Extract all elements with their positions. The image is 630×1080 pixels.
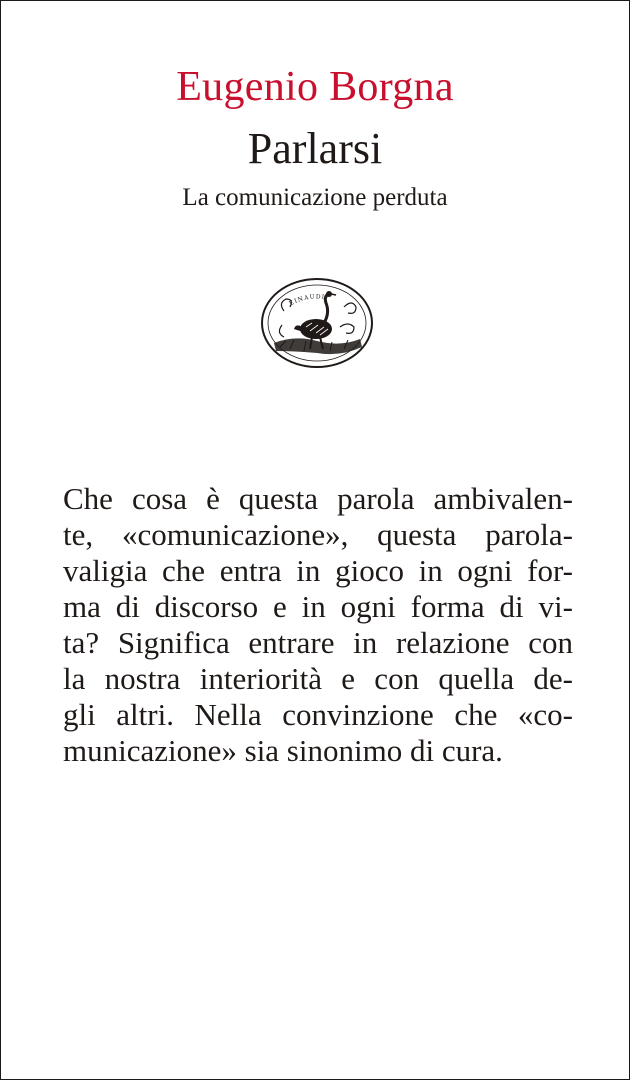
blurb-line: Che cosa è questa parola ambivalen- <box>63 481 573 516</box>
blurb-line: municazione» sia sinonimo di cura. <box>63 733 503 768</box>
blurb-line: te, «comunicazione», questa parola- <box>63 517 573 552</box>
blurb-line: la nostra interiorità e con quella de- <box>63 661 573 696</box>
blurb-line: ta? Significa entrare in relazione con <box>63 625 573 660</box>
blurb-line: ma di discorso e in ogni forma di vi- <box>63 589 573 624</box>
book-subtitle: La comunicazione perduta <box>182 184 448 211</box>
blurb-line: gli altri. Nella convinzione che «co- <box>63 697 573 732</box>
ostrich-seal-icon <box>260 277 374 369</box>
back-cover-blurb <box>63 481 573 769</box>
blurb-line: valigia che entra in gioco in ogni for- <box>63 553 573 588</box>
author-name: Eugenio Borgna <box>176 64 454 110</box>
seal-inscription: EINAUDI <box>288 293 326 308</box>
book-title: Parlarsi <box>247 124 383 173</box>
